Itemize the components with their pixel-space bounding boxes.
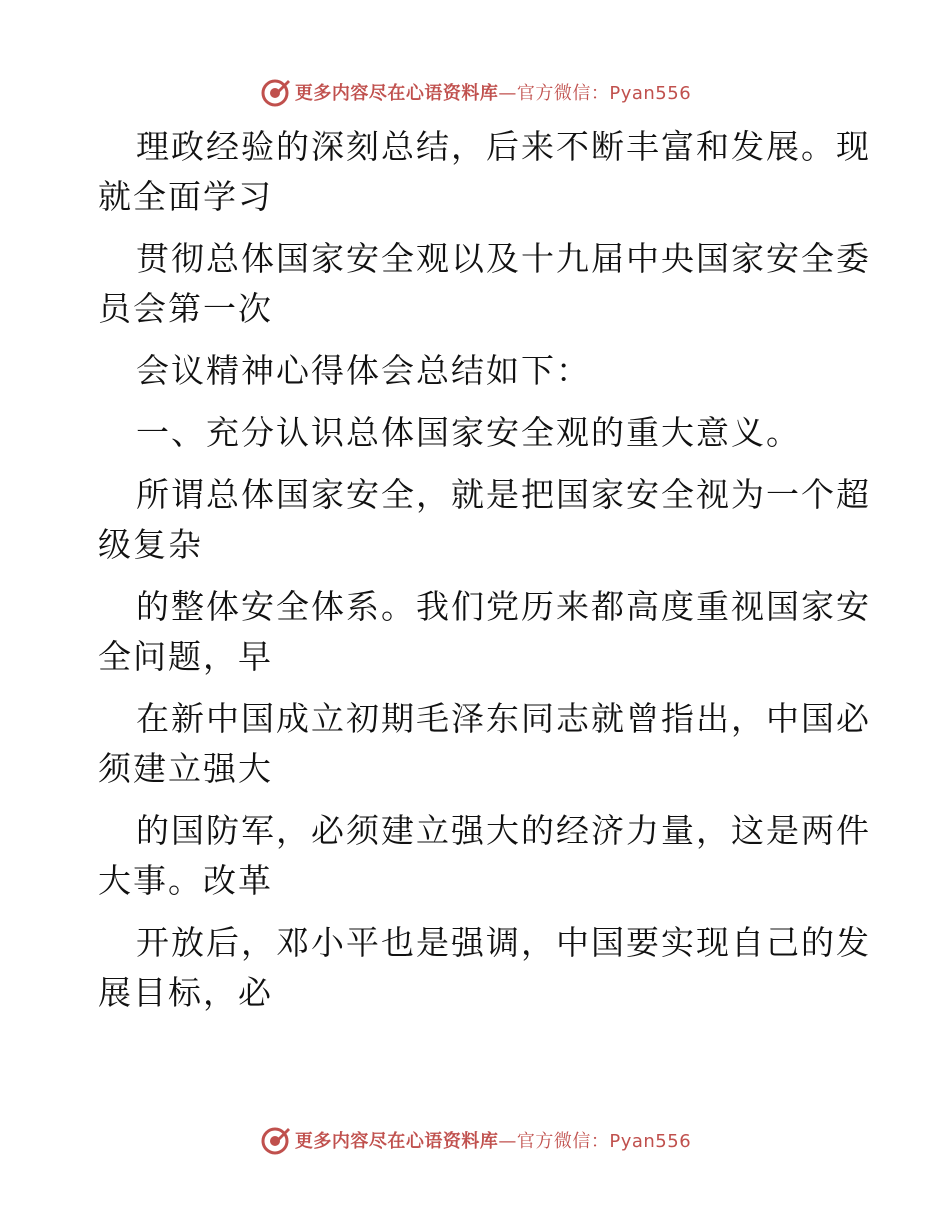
text-line: 员会第一次 [98,289,273,328]
footer-watermark-banner [0,1120,950,1160]
text-line: 就全面学习 [98,177,273,216]
pen-circle-logo-icon [259,1124,291,1156]
header-banner-text [295,79,691,105]
footer-banner-text [295,1127,691,1153]
text-line: 大事。改革 [98,861,273,900]
footer-banner-contact: —官方微信：Pyan556 [498,1131,692,1152]
section-heading: 一、充分认识总体国家安全观的重大意义。 [136,413,801,452]
footer-banner-main: 更多内容尽在心语资料库 [294,1131,499,1152]
text-line: 会议精神心得体会总结如下： [136,351,591,390]
text-line: 级复杂 [98,525,203,564]
text-line: 的整体安全体系。我们党历来都高度重视国家安 [136,587,871,626]
text-line: 须建立强大 [98,749,273,788]
text-line: 展目标，必 [98,973,273,1012]
text-line: 的国防军，必须建立强大的经济力量，这是两件 [136,811,871,850]
text-line: 所谓总体国家安全，就是把国家安全视为一个超 [136,475,871,514]
text-line: 在新中国成立初期毛泽东同志就曾指出，中国必 [136,699,871,738]
header-banner-contact: —官方微信：Pyan556 [498,83,692,104]
pen-circle-logo-icon [259,76,291,108]
header-banner-main: 更多内容尽在心语资料库 [294,83,499,104]
text-line: 开放后，邓小平也是强调，中国要实现自己的发 [136,923,871,962]
text-line: 全问题，早 [98,637,273,676]
text-line: 贯彻总体国家安全观以及十九届中央国家安全委 [136,239,871,278]
text-line: 理政经验的深刻总结，后来不断丰富和发展。现 [136,127,871,166]
document-body [98,122,871,1018]
header-watermark-banner [0,72,950,112]
